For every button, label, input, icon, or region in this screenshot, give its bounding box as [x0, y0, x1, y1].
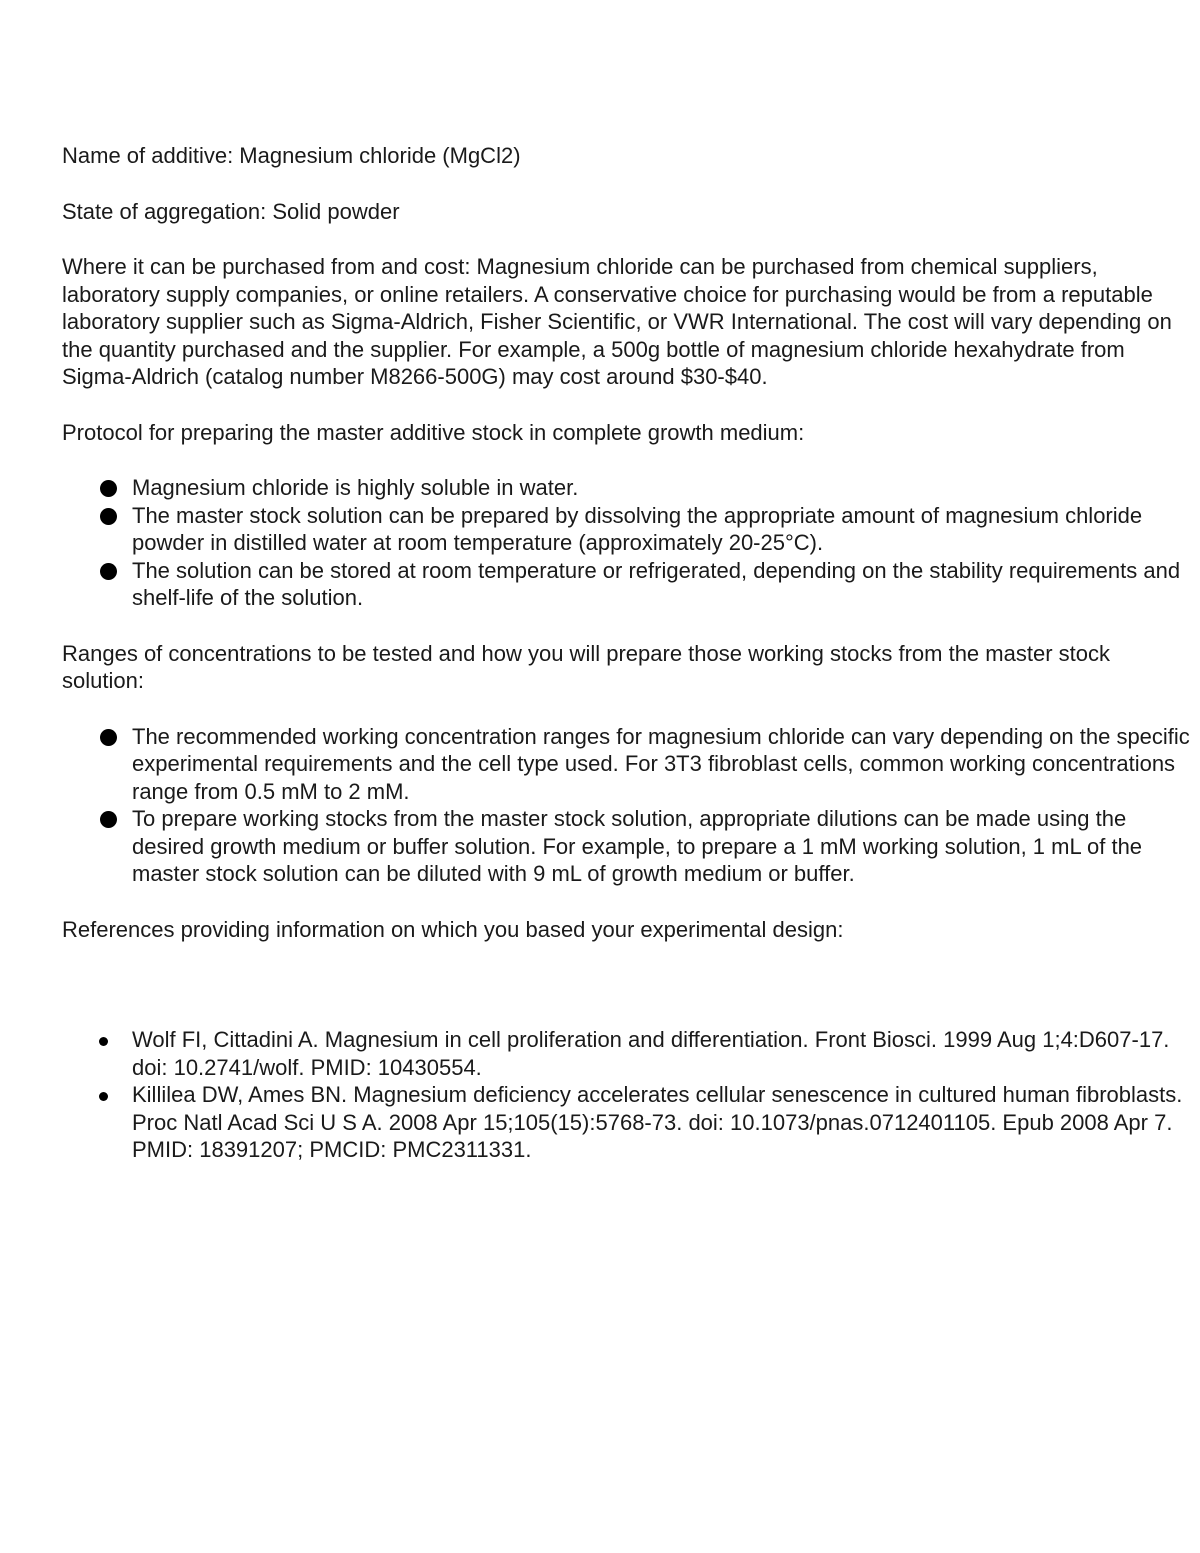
- list-item-text: The recommended working concentration ranges for magnesium chloride can vary depending on the specific experimental requirements and the cell type used. For 3T3 fibroblast cells, common working concentrations range from 0.5 mM to 2 mM.: [132, 723, 1190, 804]
- ranges-list: [62, 723, 1196, 888]
- protocol-list: [62, 474, 1196, 612]
- references-list: [62, 1026, 1196, 1164]
- state-of-aggregation-line: State of aggregation: Solid powder: [62, 198, 400, 224]
- bullet-icon: [100, 563, 117, 580]
- reference-text: Wolf FI, Cittadini A. Magnesium in cell proliferation and differentiation. Front Biosci. 1999 Aug 1;4:D607-17. doi: 10.2741/wolf. PMID: 10430554.: [132, 1027, 1170, 1080]
- reference-text: Killilea DW, Ames BN. Magnesium deficiency accelerates cellular senescence in cultured human fibroblasts. Proc Natl Acad Sci U S A. 2008 Apr 15;105(15):5768-73. doi: 10.1073/pnas.0712401105. Epub 2008 Apr 7. PMID: 18391207; PMCID: PMC2311331.: [132, 1082, 1183, 1162]
- protocol-heading: Protocol for preparing the master additive stock in complete growth medium:: [62, 419, 805, 445]
- reference-item: [62, 1026, 1196, 1081]
- bullet-icon: [100, 729, 117, 746]
- bullet-icon: [100, 480, 117, 497]
- purchase-paragraph: Where it can be purchased from and cost: Magnesium chloride can be purchased from chemical suppliers, laboratory supply companies, or online retailers. A conservative choice for purchasing would be from a reputable laboratory supplier such as Sigma-Aldrich, Fisher Scientific, or VWR International. The cost will vary depending on the quantity purchased and the supplier. For example, a 500g bottle of magnesium chloride hexahydrate from Sigma-Aldrich (catalog number M8266-500G) may cost around $30-$40.: [62, 254, 1172, 389]
- list-item: [62, 723, 1196, 806]
- list-item-text: The solution can be stored at room temperature or refrigerated, depending on the stability requirements and shelf-life of the solution.: [132, 557, 1181, 610]
- references-heading: References providing information on which you based your experimental design:: [62, 916, 844, 942]
- list-item-text: The master stock solution can be prepared by dissolving the appropriate amount of magnesium chloride powder in distilled water at room temperature (approximately 20-25°C).: [132, 502, 1143, 555]
- ranges-heading: Ranges of concentrations to be tested and how you will prepare those working stocks from the master stock solution:: [62, 640, 1110, 693]
- list-item: [62, 557, 1196, 612]
- bullet-icon: [99, 1037, 108, 1046]
- list-item-text: To prepare working stocks from the master stock solution, appropriate dilutions can be made using the desired growth medium or buffer solution. For example, to prepare a 1 mM working solution, 1 mL of the master stock solution can be diluted with 9 mL of growth medium or buffer.: [132, 806, 1143, 886]
- document-page: [62, 142, 1196, 1164]
- bullet-icon: [99, 1092, 108, 1101]
- list-item: [62, 474, 1196, 502]
- list-item: [62, 805, 1196, 888]
- bullet-icon: [100, 508, 117, 525]
- additive-name-line: Name of additive: Magnesium chloride (MgCl2): [62, 143, 521, 168]
- reference-item: [62, 1081, 1196, 1164]
- list-item: [62, 502, 1196, 557]
- list-item-text: Magnesium chloride is highly soluble in water.: [132, 475, 579, 500]
- bullet-icon: [100, 811, 117, 828]
